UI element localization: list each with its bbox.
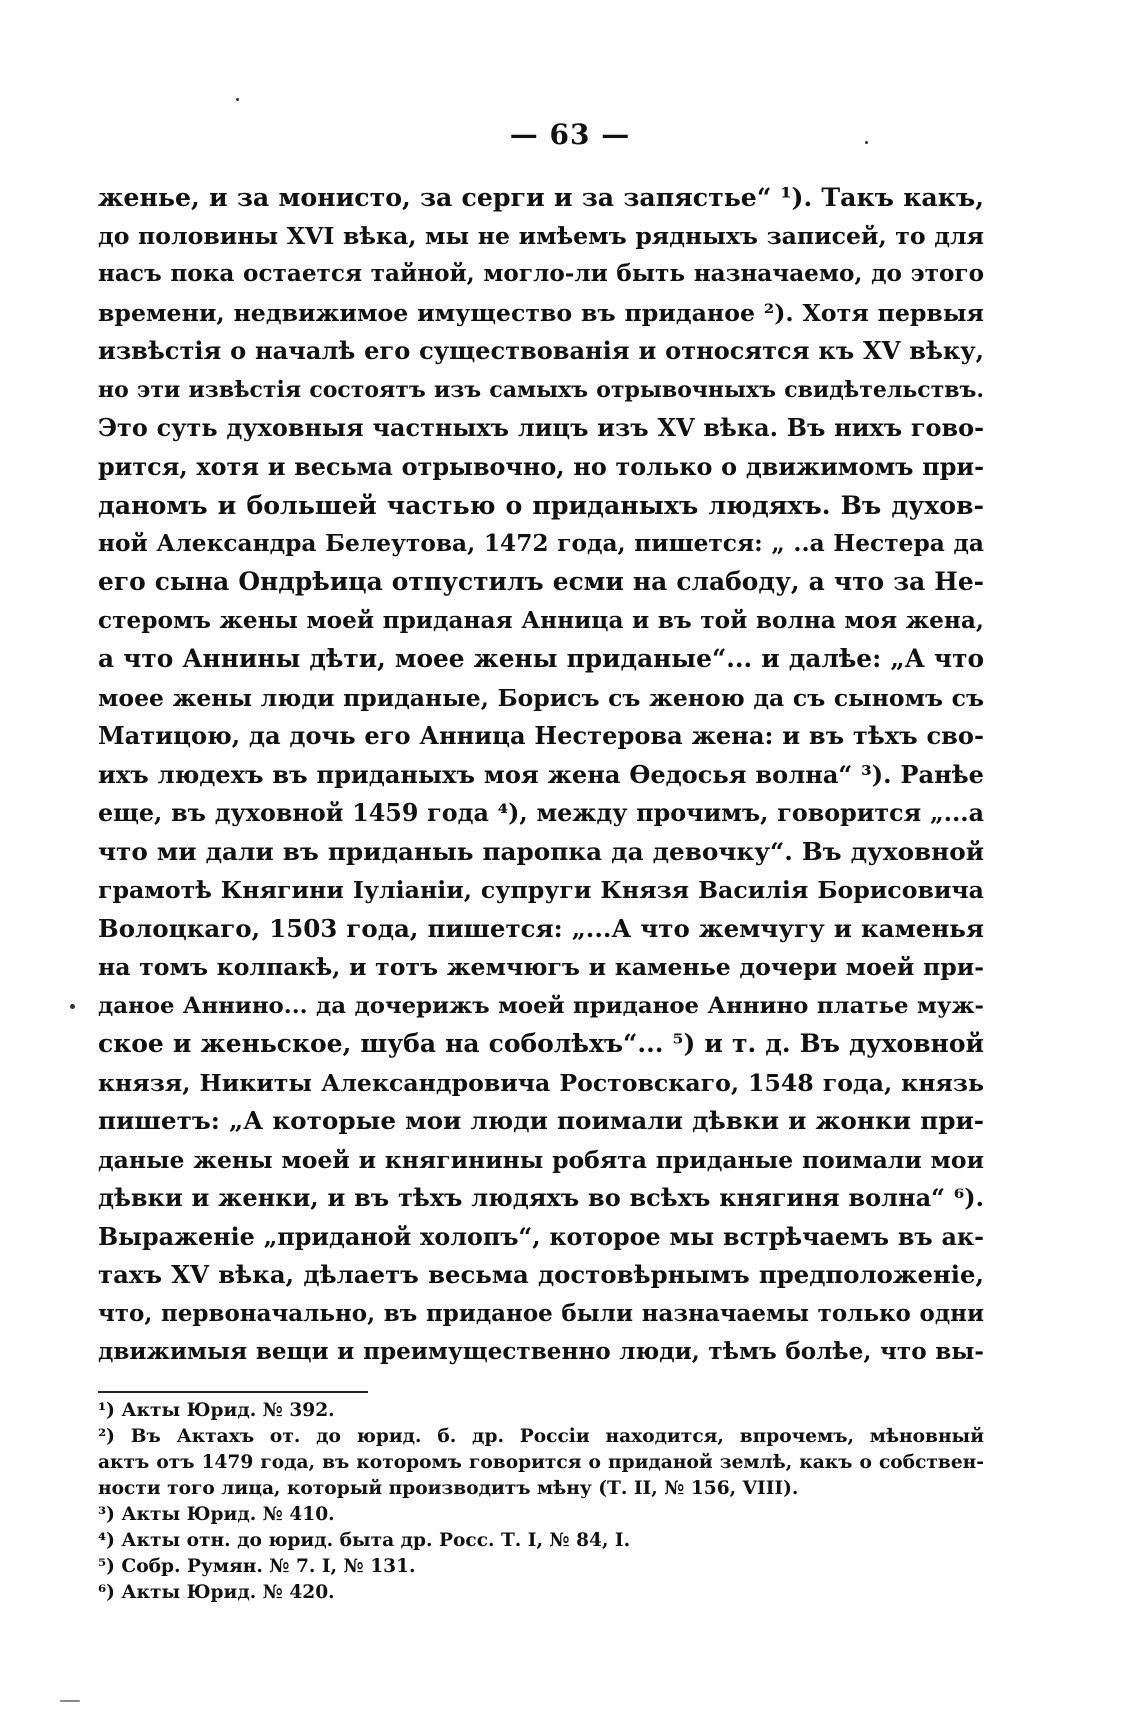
text-line: но эти извѣстія состоятъ изъ самыхъ отрывочныхъ свидѣтельствъ. [98, 376, 984, 403]
scan-speck [865, 141, 868, 144]
text-line: ихъ людехъ въ приданыхъ моя жена Өедосья волна“ ³). Ранѣе [98, 759, 984, 789]
text-line: даные жены моей и княгинины робята приданые поимали мои [98, 1145, 984, 1174]
page-number: — 63 — [509, 118, 631, 151]
text-line: дѣвки и женки, и въ тѣхъ людяхъ во всѣхъ княгиня волна“ ⁶). [98, 1183, 984, 1212]
text-line: Волоцкаго, 1503 года, пишется: „...А что жемчугу и каменья [98, 913, 984, 943]
text-line: времени, недвижимое имущество въ приданое ²). Хотя первыя [98, 298, 984, 327]
text-line: ной Александра Белеутова, 1472 года, пишется: „ ..а Нестера да [98, 529, 984, 557]
text-line: на томъ колпакѣ, и тотъ жемчюгъ и каменье дочери моей при- [98, 953, 984, 981]
text-line: до половины XVI вѣка, мы не имѣемъ рядныхъ записей, то для [98, 221, 984, 250]
text-line: извѣстія о началѣ его существованія и относятся къ XV вѣку, [98, 336, 984, 365]
scan-speck [60, 1700, 80, 1702]
text-line: насъ пока остается тайной, могло-ли быть назначаемо, до этого [98, 260, 984, 287]
footnote-continuation: ности того лица, который производитъ мѣну (Т. II, № 156, VIII). [98, 1478, 799, 1499]
footnote: ³) Акты Юрид. № 410. [98, 1504, 335, 1525]
text-line: что ми дали въ приданыь паропка да девочку“. Въ духовной [98, 836, 984, 866]
text-line: тахъ XV вѣка, дѣлаетъ весьма достовѣрнымъ предположеніе, [98, 1260, 984, 1289]
text-line: Выраженіе „приданой холопъ“, которое мы встрѣчаемъ въ ак- [98, 1222, 984, 1251]
text-line: даномъ и большей частью о приданыхъ людяхъ. Въ духов- [98, 490, 984, 520]
text-line: рится, хотя и весьма отрывочно, но только о движимомъ при- [98, 452, 984, 481]
scan-speck [236, 98, 239, 101]
footnote: ¹) Акты Юрид. № 392. [98, 1400, 335, 1421]
text-line: движимыя вещи и преимущественно люди, тѣмъ болѣе, что вы- [98, 1338, 984, 1365]
footnote: ⁶) Акты Юрид. № 420. [98, 1582, 335, 1603]
text-line: стеромъ жены моей приданая Анница и въ той волна моя жена, [98, 606, 984, 634]
text-line: Это суть духовныя частныхъ лицъ изъ XV вѣка. Въ нихъ гово- [98, 414, 984, 442]
text-line: а что Аннины дѣти, моее жены приданые“... и далѣе: „А что [98, 644, 984, 673]
main-text-block [98, 178, 984, 1372]
text-line: что, первоначально, въ приданое были назначаемы только одни [98, 1299, 984, 1327]
text-line: еще, въ духовной 1459 года ⁴), между прочимъ, говорится „...а [98, 799, 984, 827]
text-line: грамотѣ Княгини Іуліаніи, супруги Князя Василія Борисовича [98, 876, 984, 904]
footnote-continuation: актъ отъ 1479 года, въ которомъ говорится о приданой землѣ, какъ о собствен- [98, 1452, 984, 1473]
text-line: князя, Никиты Александровича Ростовскаго, 1548 года, князь [98, 1068, 984, 1097]
footnotes-block [98, 1398, 984, 1606]
text-line: его сына Ондрѣица отпустилъ есми на слабоду, а что за Не- [98, 567, 984, 596]
footnote: ⁵) Собр. Румян. № 7. I, № 131. [98, 1556, 416, 1577]
footnote: ⁴) Акты отн. до юрид. быта др. Росс. Т. I, № 84, I. [98, 1530, 631, 1551]
text-line: ское и женьское, шуба на соболѣхъ“... ⁵) и т. д. Въ духовной [98, 1029, 984, 1058]
footnote: ²) Въ Актахъ от. до юрид. б. др. Россіи находится, впрочемъ, мѣновный [98, 1426, 984, 1447]
text-line: женье, и за монисто, за серги и за запястье“ ¹). Такъ какъ, [98, 182, 984, 212]
text-line: моее жены люди приданые, Борисъ съ женою да съ сыномъ съ [98, 683, 984, 712]
scan-speck [70, 1004, 75, 1009]
text-line: Матицою, да дочь его Анница Нестерова жена: и въ тѣхъ сво- [98, 721, 984, 750]
footnote-divider [98, 1391, 368, 1393]
text-line: пишетъ: „А которые мои люди поимали дѣвки и жонки при- [98, 1106, 984, 1135]
text-line: даное Аннино... да дочерижъ моей приданое Аннино платье муж- [98, 992, 984, 1019]
